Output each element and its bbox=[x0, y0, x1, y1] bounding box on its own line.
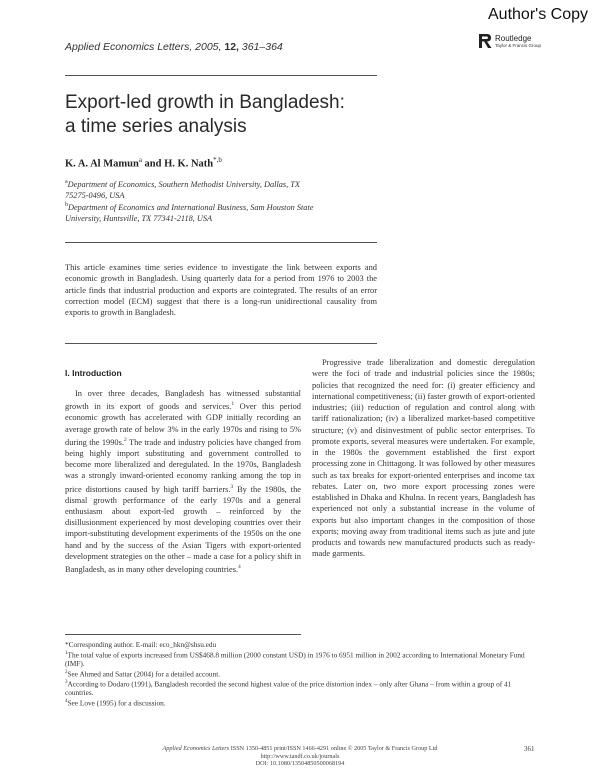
footnote-ref-4: 4 bbox=[238, 564, 241, 571]
journal-citation bbox=[65, 41, 283, 53]
footnote-ref-1: 1 bbox=[231, 401, 235, 408]
affiliation-a-line-2: 75275-0496, USA bbox=[65, 190, 125, 200]
affiliation-a-sup: a bbox=[65, 179, 68, 185]
publisher-tagline: Taylor & Francis Group bbox=[495, 42, 542, 48]
author-2-affil: *,b bbox=[213, 156, 222, 164]
header-rule bbox=[65, 75, 377, 76]
footnote-ref-2: 2 bbox=[123, 436, 127, 443]
abstract: This article examines time series evidence to investigate the link between exports and economic growth in Bangladesh. Using quarterly data for a period from 1976 to 2003 the article finds that industrial production and exports are cointegrated. The results of an error correction model (ECM) suggest that there is a long-run unidirectional causality from exports to growth in Bangladesh. bbox=[65, 263, 377, 318]
author-and: and bbox=[141, 158, 165, 170]
footnote-ref-3: 3 bbox=[230, 483, 234, 490]
affiliation-b-line-2: University, Huntsville, TX 77341-2118, USA bbox=[65, 213, 213, 223]
footer-issn: ISSN 1350-4851 print/ISSN 1466-4291 online © 2005 Taylor & Francis Group Ltd bbox=[229, 745, 438, 752]
author-1: K. A. Al Mamun bbox=[65, 158, 139, 170]
journal-volume: 12, bbox=[224, 41, 239, 53]
journal-year: 2005, bbox=[195, 41, 222, 53]
intro-text-4: By the 1980s, the dismal growth performance of the early 1970s and a general enthusiasm about export-led growth – reinforced by the disillusionment experienced by most developing countries over their import-substituting development experiments of the 1950s on the one hand and by the success of the Asian Tigers with export-oriented development strategies on the other – made a case for a policy shift in Bangladesh, as in many other developing countries. bbox=[65, 484, 301, 574]
affiliation-a-line-1: Department of Economics, Southern Methodist University, Dallas, TX bbox=[67, 179, 300, 189]
footnote-3: $^3$According to Dodaro (1991), Bangladesh recorded the second highest value of the price distortion index – only after Ghana – from within a group of 41 countries. bbox=[65, 679, 512, 698]
routledge-r-icon bbox=[479, 34, 492, 48]
footnote-1: $^1$The total value of exports increased from US$468.8 million (2000 constant USD) in 1976 to 6951 million in 2002 according to International Monetary Fund (IMF). bbox=[65, 650, 525, 669]
footnotes bbox=[65, 641, 535, 708]
footnote-rule bbox=[65, 634, 301, 635]
abstract-top-rule bbox=[65, 242, 377, 243]
section-title: Introduction bbox=[72, 368, 122, 378]
right-column-text: Progressive trade liberalization and domestic deregulation were the foci of trade and industrial policies since the 1980s; policies that recognized the need for: (i) greater efficiency and international competitiveness; (ii) faster growth of export-oriented industries; (iii) reduction of regulation and control along with tariff rationalization; (iv) a liberalized market-based competitive structure; (v) and disinvestment of public sector enterprises. To promote exports, several measures were undertaken. For example, in the 1980s the government established the first export processing zone in Chittagong. It was followed by other measures such as tax breaks for export-oriented enterprises and income tax rebates. Later on, two more export processing zones were established in Dhaka and Khulna. In recent years, Bangladesh has experienced not only a substantial increase in the volume of exports but also important changes in the composition of those exports; moving away from traditional items such as jute and jute products and towards new manufactured products such as ready-made garments. bbox=[312, 358, 535, 559]
affiliation-b-line-1: Department of Economics and International Business, Sam Houston State bbox=[68, 202, 314, 212]
page-number: 361 bbox=[524, 745, 535, 753]
affiliation-a bbox=[65, 177, 300, 201]
corresponding-author-note: *Corresponding author. E-mail: eco_hkn@shsu.edu bbox=[65, 640, 217, 649]
journal-pages: 361–364 bbox=[241, 41, 283, 53]
journal-name: Applied Economics Letters, bbox=[65, 41, 193, 53]
affiliation-b-sup: b bbox=[65, 202, 68, 208]
author-1-affil: a bbox=[138, 156, 142, 164]
page-footer bbox=[0, 745, 600, 768]
footnote-2: $^2$See Ahmed and Sattar (2004) for a detailed account. bbox=[65, 669, 221, 679]
title-line-1: Export-led growth in Bangladesh: bbox=[65, 92, 345, 113]
footnote-4: $^4$See Love (1995) for a discussion. bbox=[65, 698, 166, 708]
author-list bbox=[65, 156, 222, 170]
abstract-bottom-rule bbox=[65, 343, 377, 344]
affiliation-b bbox=[65, 200, 313, 224]
intro-text-3: The trade and industry policies have changed from being highly import substituting and government controlled to become more liberalized and deregulated. In the 1970s, Bangladesh was a strongly inward-oriented economy ranking among the top in price distortions caused by high tariff barriers. bbox=[65, 437, 302, 494]
left-column-text bbox=[65, 388, 301, 575]
publisher-logo bbox=[479, 34, 541, 48]
article-title bbox=[65, 91, 345, 139]
section-number: I. bbox=[65, 368, 70, 378]
section-heading bbox=[65, 368, 122, 378]
footer-journal: Applied Economics Letters bbox=[162, 745, 230, 752]
intro-text-2: Over this period economic growth has accelerated with GDP initially recording an average growth rate of below 3% in the early 1970s and rising to 5% during the 1990s. bbox=[65, 402, 301, 447]
author-2: H. K. Nath bbox=[164, 158, 214, 170]
publisher-name: Routledge bbox=[495, 33, 532, 43]
title-line-2: a time series analysis bbox=[65, 116, 247, 137]
intro-text-1: In over three decades, Bangladesh has witnessed substantial growth in its export of goods and services. bbox=[65, 389, 301, 412]
footer-doi: DOI: 10.1080/13504850500068194 bbox=[255, 760, 345, 767]
authors-copy-watermark: Author's Copy bbox=[488, 6, 588, 23]
footer-url[interactable]: http://www.tandf.co.uk/journals bbox=[260, 752, 340, 760]
